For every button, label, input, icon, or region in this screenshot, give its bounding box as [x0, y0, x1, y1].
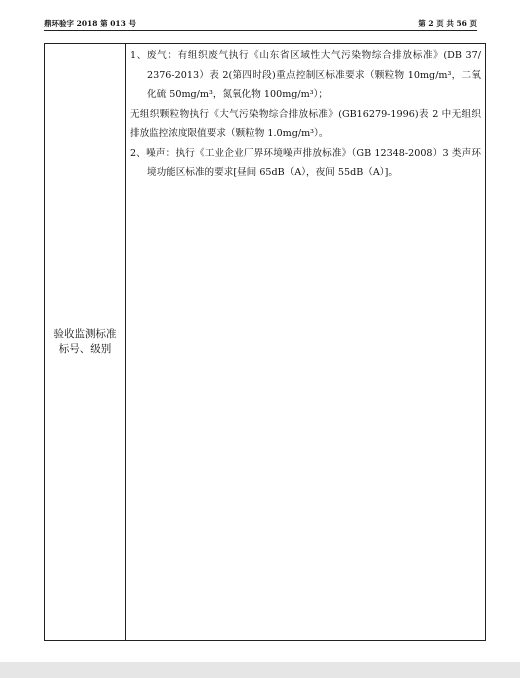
- label-line-1: 验收监测标准: [53, 328, 117, 340]
- label-cell: [45, 44, 125, 640]
- label-line-2: 标号、级别: [58, 343, 112, 355]
- page-number: 第 2 页 共 56 页: [418, 19, 477, 28]
- fugitive-particulate-standard: 无组织颗粒物执行《大气污染物综合排放标准》(GB16279-1996)表 2 中无组织排放监控浓度限值要求（颗粒物 1.0mg/m³）。: [130, 108, 481, 139]
- exhaust-gas-standard: 1、废气：有组织废气执行《山东省区域性大气污染物综合排放标准》(DB 37/ 2376-2013）表 2(第四时段)重点控制区标准要求（颗粒物 10mg/m³，二氧化硫 50mg/m³，氮氧化物 100mg/m³）；: [130, 50, 481, 100]
- noise-standard: 2、噪声：执行《工业企业厂界环境噪声排放标准》（GB 12348-2008）3 类声环境功能区标准的要求[昼间 65dB（A），夜间 55dB（A）]。: [130, 147, 481, 178]
- content-cell: [126, 44, 485, 640]
- viewer-bottom-bar: [0, 662, 520, 678]
- header-divider: [44, 30, 477, 31]
- label-text: [54, 327, 117, 357]
- standards-table: [44, 43, 486, 641]
- document-number: 鼎环验字 2018 第 013 号: [44, 19, 136, 28]
- page-header: [44, 16, 477, 28]
